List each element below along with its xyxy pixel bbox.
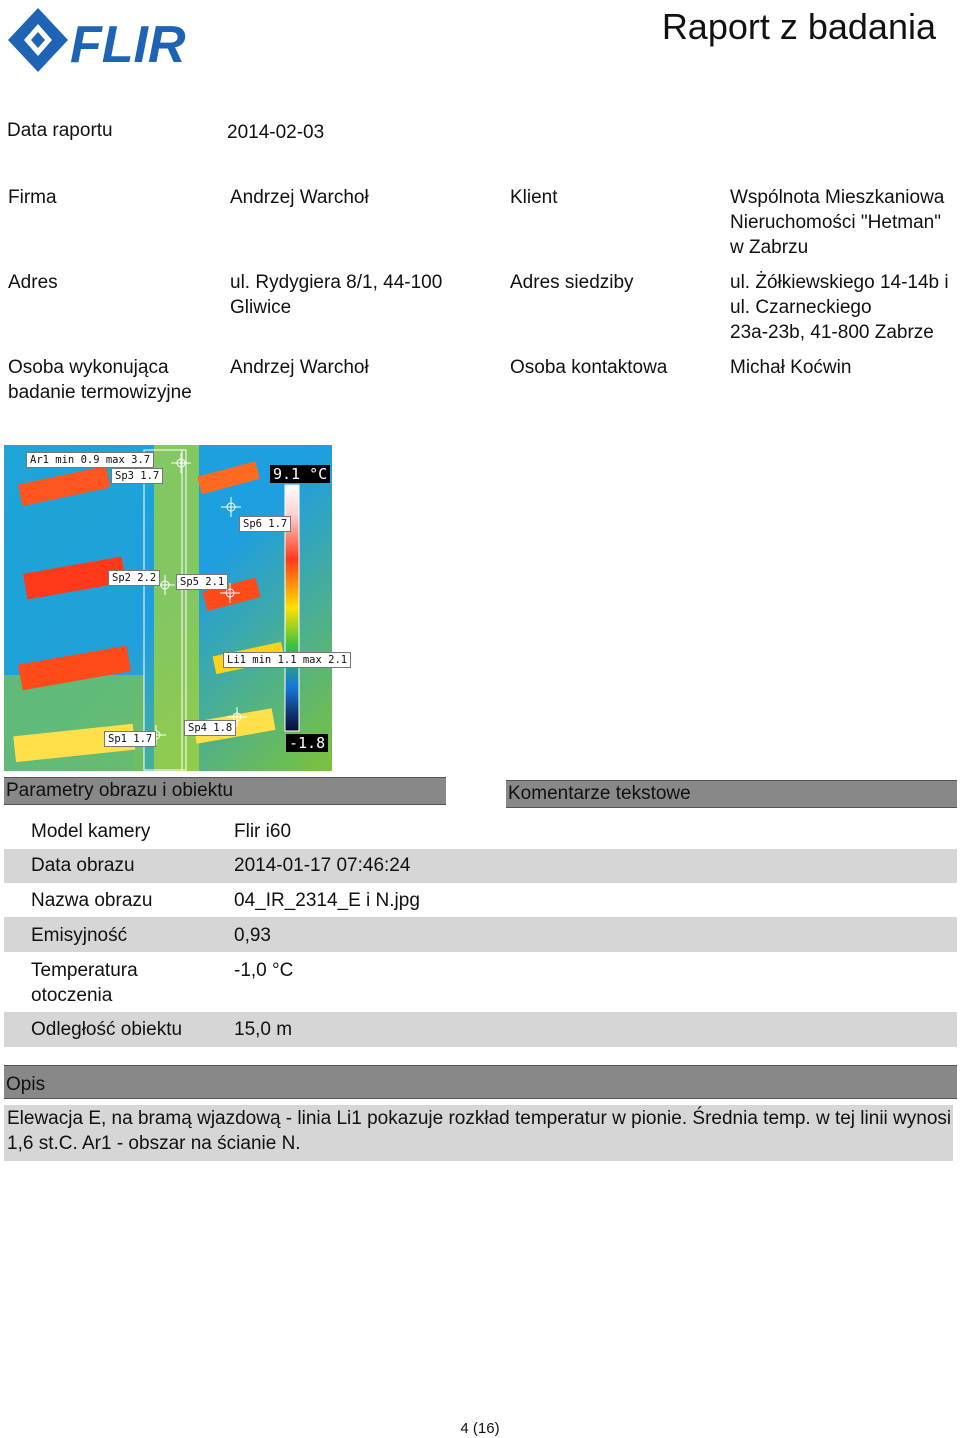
siedziba-label: Adres siedziby (510, 272, 634, 293)
param-value: 2014-01-17 07:46:24 (234, 855, 411, 876)
marker-sp2: Sp2 2.2 (108, 570, 160, 586)
param-value: 04_IR_2314_E i N.jpg (234, 890, 420, 911)
report-date-label: Data raportu (7, 120, 113, 141)
param-value: -1,0 °C (234, 960, 294, 981)
param-row-filename (4, 883, 957, 917)
klient-label: Klient (510, 187, 558, 208)
param-row-distance (4, 1012, 957, 1047)
siedziba-value: ul. Żółkiewskiego 14-14b i ul. Czarneckiego 23a-23b, 41-800 Zabrze (730, 272, 949, 343)
opis-header: Opis (4, 1065, 957, 1099)
params-header: Parametry obrazu i obiektu (4, 777, 446, 805)
page-title: Raport z badania (661, 6, 936, 47)
param-row-model (4, 816, 957, 849)
thermal-image (4, 445, 348, 771)
firma-value: Andrzej Warchoł (230, 187, 369, 208)
param-label: Temperatura otoczenia (31, 960, 138, 1006)
report-date-value: 2014-02-03 (227, 122, 325, 143)
logo-text: FLIR (70, 16, 186, 74)
marker-sp5: Sp5 2.1 (176, 574, 228, 590)
param-label: Model kamery (31, 821, 151, 842)
flir-logo (4, 6, 196, 76)
marker-sp1: Sp1 1.7 (104, 731, 156, 747)
firma-label: Firma (8, 187, 57, 208)
kontakt-label: Osoba kontaktowa (510, 357, 668, 378)
marker-li1: Li1 min 1.1 max 2.1 (223, 652, 351, 668)
param-value: Flir i60 (234, 821, 292, 842)
osoba-label: Osoba wykonująca badanie termowizyjne (8, 357, 192, 403)
comments-header: Komentarze tekstowe (506, 780, 957, 808)
param-row-date (4, 849, 957, 883)
scale-max: 9.1 °C (270, 465, 330, 483)
param-value: 15,0 m (234, 1019, 293, 1040)
param-label: Data obrazu (31, 855, 135, 876)
param-row-ambient-temp (4, 952, 957, 1012)
marker-sp3: Sp3 1.7 (111, 468, 163, 484)
marker-sp4: Sp4 1.8 (184, 720, 236, 736)
param-label: Emisyjność (31, 925, 128, 946)
param-label: Nazwa obrazu (31, 890, 153, 911)
adres-label: Adres (8, 272, 58, 293)
param-label: Odległość obiektu (31, 1019, 183, 1040)
klient-value: Wspólnota Mieszkaniowa Nieruchomości "Hetman" w Zabrzu (730, 187, 945, 258)
marker-sp6: Sp6 1.7 (239, 516, 291, 532)
opis-text: Elewacja E, na bramą wjazdową - linia Li1 pokazuje rozkład temperatur w pionie. Średnia temp. w tej linii wynosi 1,6 st.C. Ar1 - obszar na ścianie N. (4, 1105, 953, 1161)
adres-value: ul. Rydygiera 8/1, 44-100 Gliwice (230, 272, 443, 318)
osoba-value: Andrzej Warchoł (230, 357, 369, 378)
kontakt-value: Michał Koćwin (730, 357, 852, 378)
scale-min: -1.8 (286, 734, 328, 752)
param-row-emissivity (4, 917, 957, 952)
page-number: 4 (16) (460, 1420, 500, 1437)
param-value: 0,93 (234, 925, 271, 946)
marker-ar1: Ar1 min 0.9 max 3.7 (26, 452, 154, 468)
